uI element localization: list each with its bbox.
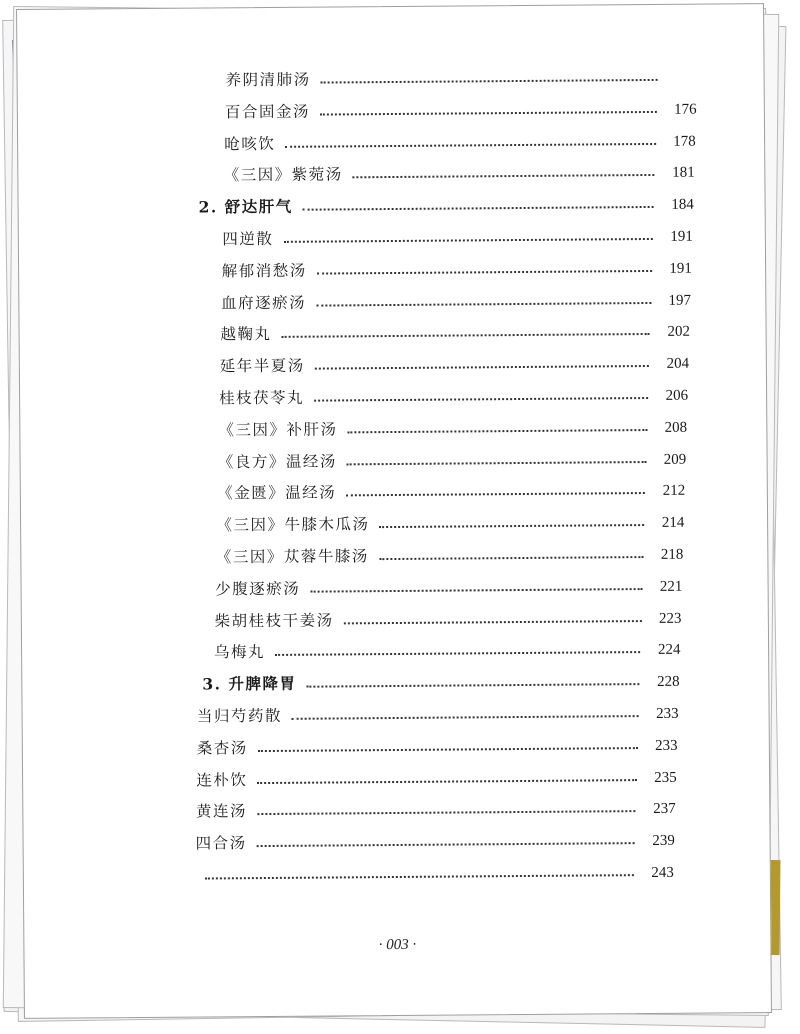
toc-entry-title: 3. 升脾降胃 — [202, 673, 297, 694]
toc-leader-dots — [303, 206, 654, 211]
toc-entry-page: 237 — [653, 801, 676, 818]
toc-entry-page: 239 — [652, 832, 675, 850]
toc-entry-title: 连朴饮 — [196, 770, 248, 790]
toc-entry-title: 少腹逐瘀汤 — [215, 579, 301, 599]
toc-entry-title: 《三因》牛膝木瓜汤 — [216, 515, 370, 535]
toc-entry-title: 血府逐瘀汤 — [220, 293, 307, 312]
toc-leader-dots — [353, 174, 655, 178]
toc-leader-dots — [320, 111, 657, 116]
toc-entry — [222, 253, 692, 281]
toc-leader-dots — [379, 556, 643, 560]
toc-leader-dots — [257, 779, 636, 784]
toc-entry-title: 越鞠丸 — [220, 325, 272, 344]
toc-entry-title: 黄连汤 — [195, 802, 248, 821]
toc-entry-title: 四合汤 — [195, 834, 247, 853]
toc-leader-dots — [281, 333, 650, 338]
toc-entry — [195, 858, 674, 886]
toc-leader-dots — [346, 492, 645, 496]
toc-entry — [196, 794, 676, 822]
toc-entry — [224, 126, 696, 154]
toc-entry — [225, 94, 697, 122]
toc-entry-title: 柴胡桂枝干姜汤 — [214, 611, 334, 631]
toc-entry-title: 解郁消愁汤 — [221, 261, 307, 281]
toc-entry-title: 《良方》温经汤 — [217, 452, 337, 471]
toc-section — [199, 190, 694, 218]
toc-leader-dots — [258, 747, 638, 752]
toc-entry — [196, 762, 677, 790]
toc-entry-page: 218 — [660, 546, 684, 563]
toc-entry — [214, 635, 681, 663]
toc-entry — [220, 317, 690, 345]
toc-entry — [224, 158, 695, 186]
toc-leader-dots — [321, 79, 658, 84]
toc-entry — [221, 285, 691, 313]
toc-entry-title: 《三因》紫菀汤 — [223, 165, 343, 185]
toc-entry-page: 191 — [669, 260, 692, 277]
toc-entry — [226, 63, 698, 91]
toc-entry — [220, 349, 689, 377]
toc-entry-title: 2. 舒达肝气 — [198, 196, 293, 217]
toc-entry-page: 243 — [651, 864, 674, 881]
toc-entry-page: 184 — [671, 196, 694, 213]
toc-entry-page: 176 — [674, 101, 697, 118]
toc-list — [17, 4, 771, 1018]
toc-entry — [219, 381, 688, 409]
toc-leader-dots — [306, 683, 639, 688]
toc-page — [16, 3, 772, 1019]
toc-entry — [197, 699, 679, 727]
toc-entry-page: 191 — [670, 228, 693, 245]
toc-entry-title: 呛咳饮 — [224, 134, 276, 153]
toc-leader-dots — [285, 143, 655, 148]
toc-section — [202, 667, 679, 695]
toc-leader-dots — [347, 461, 646, 465]
toc-entry-page: 202 — [667, 324, 691, 341]
toc-entry-title: 延年半夏汤 — [219, 356, 305, 376]
toc-leader-dots — [257, 811, 636, 816]
toc-entry — [217, 476, 685, 504]
toc-entry-page: 228 — [656, 673, 680, 691]
toc-entry-page: 181 — [672, 165, 695, 182]
toc-leader-dots — [257, 842, 635, 847]
toc-entry-page: 209 — [663, 451, 687, 468]
toc-leader-dots — [205, 874, 634, 879]
toc-entry-title: 养阴清肺汤 — [225, 70, 311, 90]
toc-entry — [214, 603, 681, 631]
toc-leader-dots — [317, 270, 652, 275]
toc-entry-title: 《金匮》温经汤 — [217, 483, 337, 503]
toc-leader-dots — [283, 238, 652, 243]
toc-leader-dots — [344, 620, 642, 624]
toc-entry-title: 《三因》补肝汤 — [218, 420, 338, 440]
toc-leader-dots — [347, 429, 647, 433]
toc-entry — [195, 826, 674, 854]
toc-leader-dots — [314, 397, 648, 402]
toc-entry-page: 212 — [662, 483, 686, 500]
toc-entry-page: 197 — [668, 292, 691, 309]
toc-entry — [218, 412, 687, 440]
toc-entry-page: 223 — [658, 610, 682, 627]
toc-entry-title: 乌梅丸 — [213, 643, 265, 662]
page-number: · 003 · — [378, 936, 417, 954]
toc-entry-page: 235 — [654, 769, 677, 786]
toc-entry-title: 《三因》苁蓉牛膝汤 — [215, 547, 369, 567]
toc-entry-page: 214 — [661, 514, 685, 532]
toc-entry — [197, 731, 678, 759]
toc-entry-page: 233 — [656, 705, 679, 722]
toc-entry-title: 四逆散 — [222, 229, 274, 249]
toc-leader-dots — [275, 651, 641, 656]
toc-entry — [216, 540, 684, 568]
toc-entry-title: 桑杏汤 — [196, 738, 248, 758]
toc-entry-page: 221 — [659, 578, 683, 595]
toc-entry-page: 208 — [664, 419, 688, 436]
toc-entry — [216, 508, 684, 536]
toc-leader-dots — [316, 302, 651, 307]
toc-entry — [222, 222, 693, 250]
toc-entry-page: 233 — [655, 737, 678, 754]
toc-leader-dots — [315, 365, 649, 370]
toc-entry — [218, 444, 687, 472]
toc-entry-page: 224 — [657, 642, 681, 659]
toc-entry-title: 桂枝茯苓丸 — [219, 388, 305, 408]
toc-entry-page: 204 — [666, 355, 690, 373]
toc-leader-dots — [380, 524, 645, 528]
toc-leader-dots — [292, 715, 639, 720]
toc-leader-dots — [310, 588, 642, 593]
toc-entry-title: 当归芍药散 — [196, 706, 283, 726]
toc-entry — [215, 572, 682, 600]
toc-entry-title: 百合固金汤 — [224, 102, 311, 122]
toc-entry-page: 206 — [665, 387, 689, 404]
toc-entry-page: 178 — [673, 133, 696, 150]
